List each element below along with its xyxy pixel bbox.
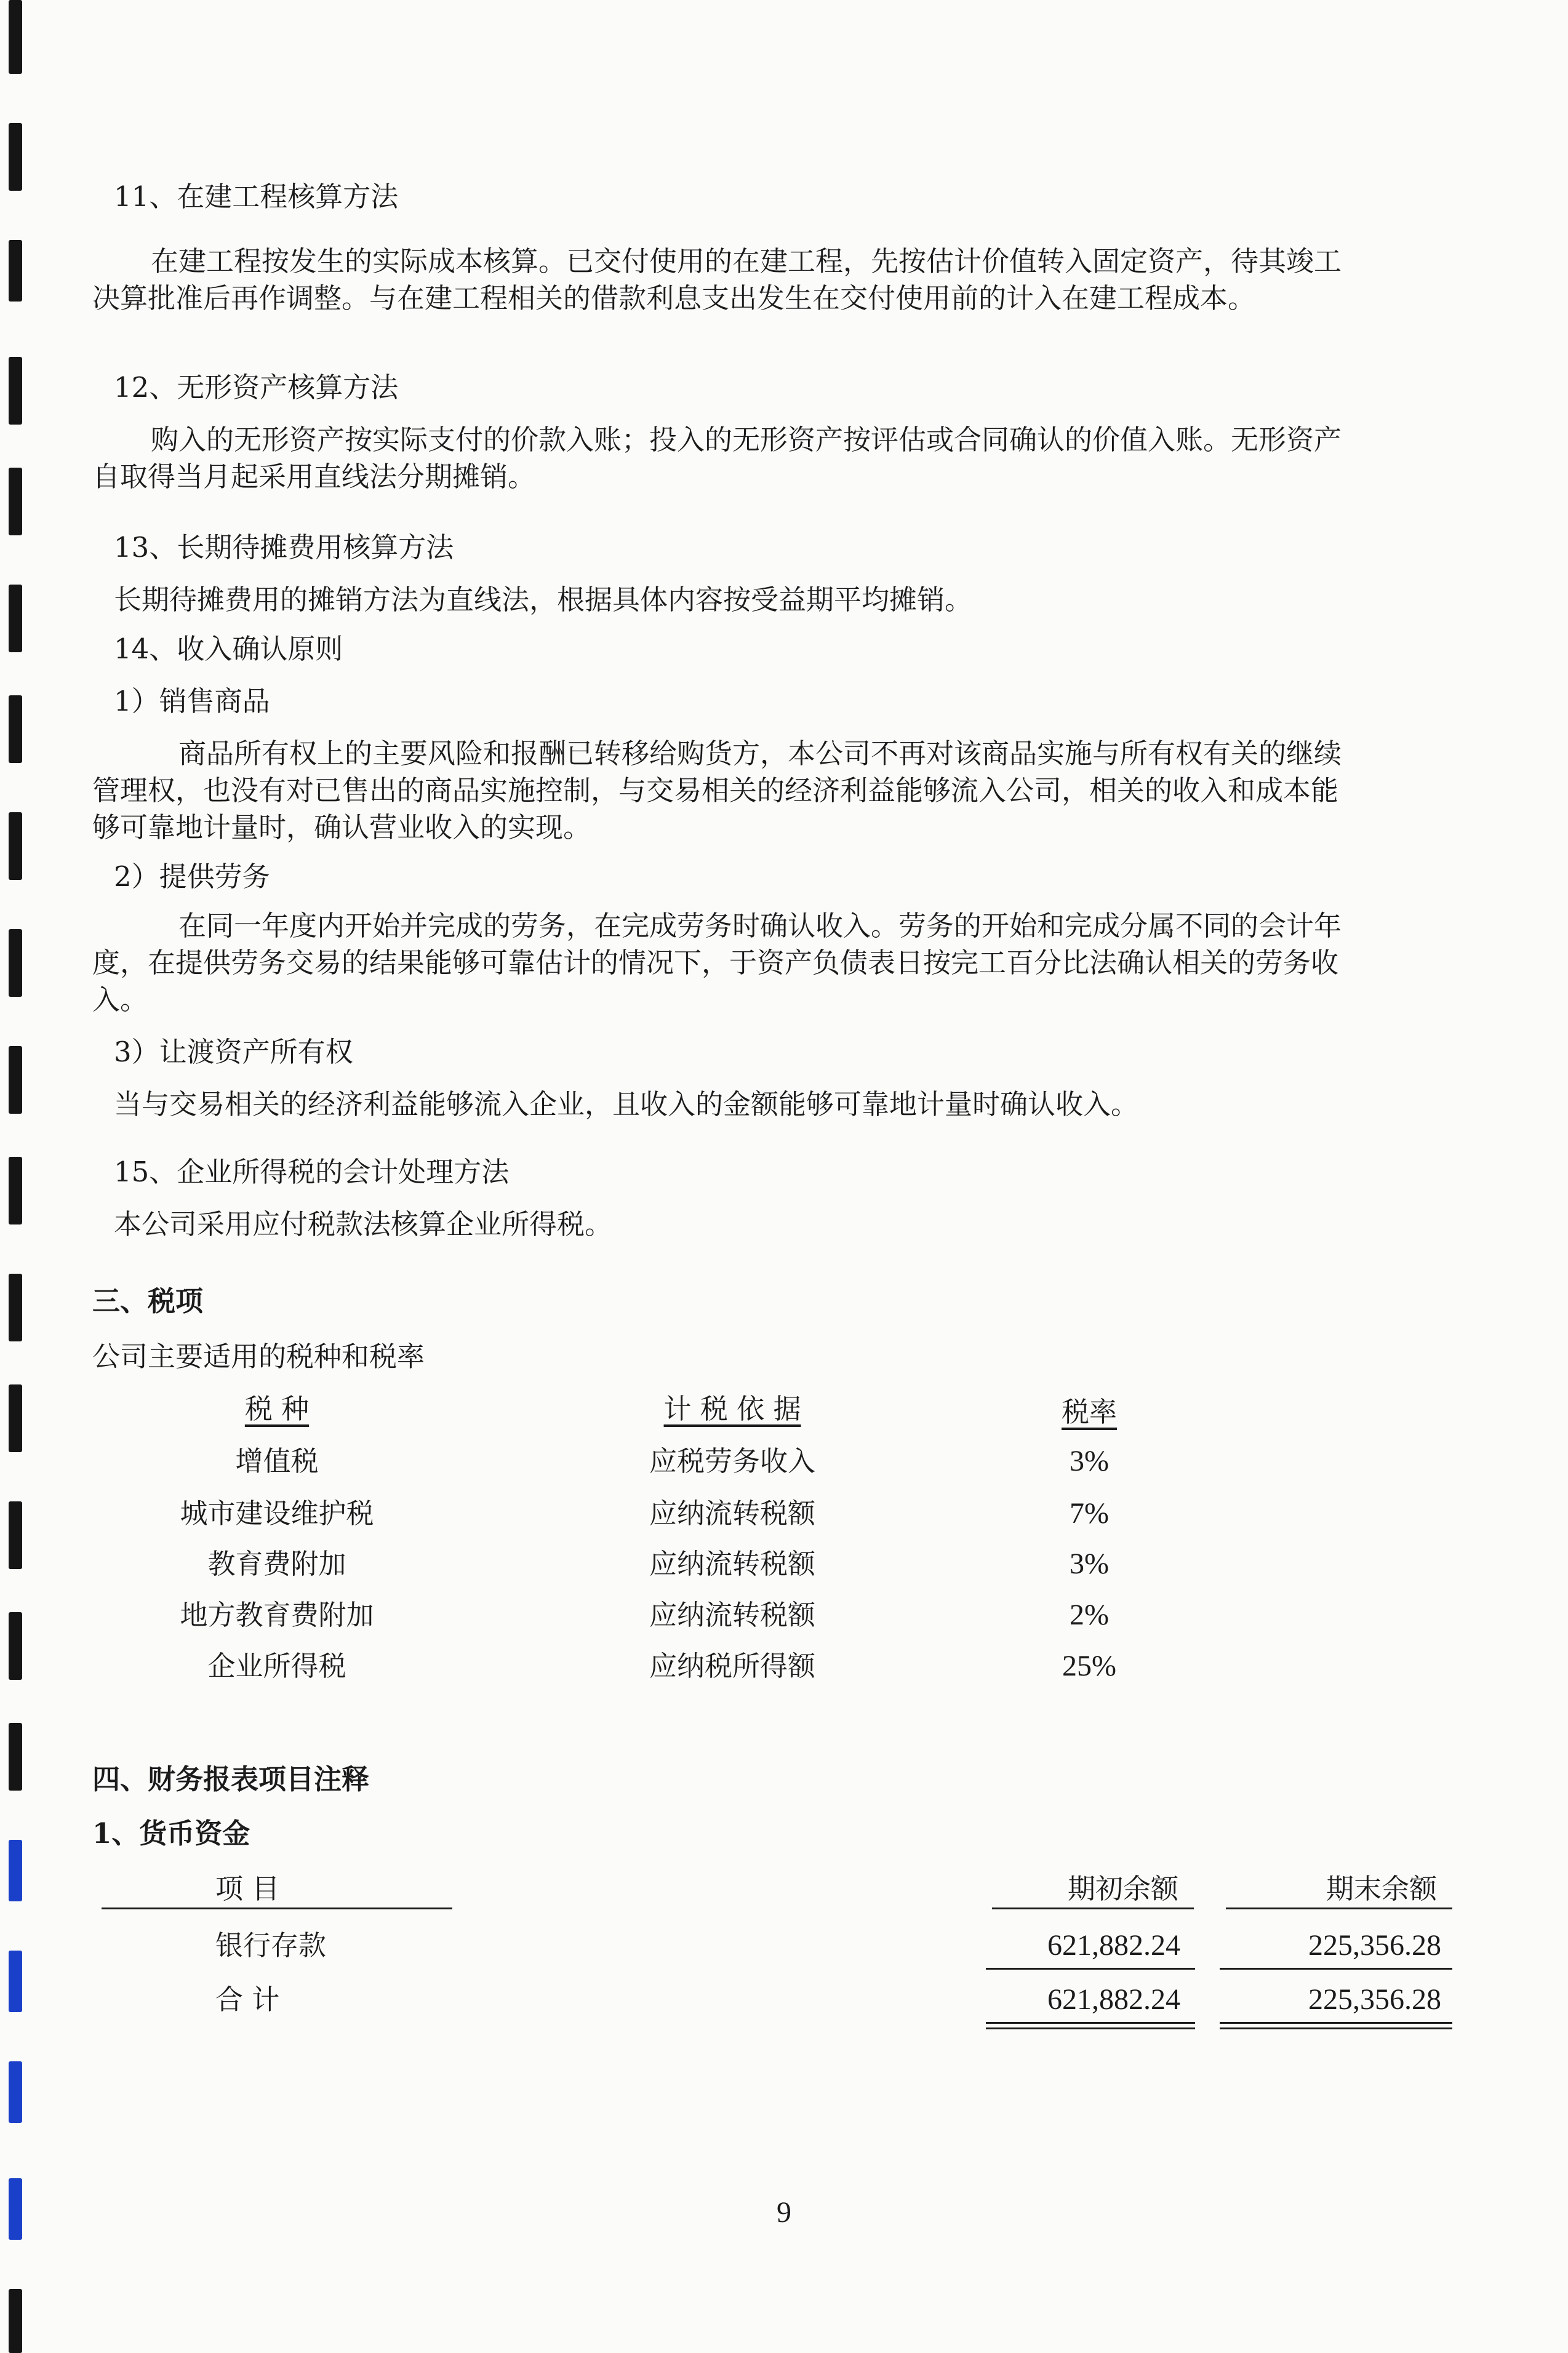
section-12-para-line1: 购入的无形资产按实际支付的价款入账；投入的无形资产按评估或合同确认的价值入账。无形资产 xyxy=(151,423,1342,456)
binding-hole xyxy=(9,1951,22,2012)
cash-row-rule xyxy=(1220,1968,1452,1970)
binding-hole xyxy=(9,1046,22,1114)
tax-row-type: 教育费附加 xyxy=(207,1548,346,1580)
binding-hole xyxy=(9,1723,22,1791)
section-14-1-line3: 够可靠地计量时，确认营业收入的实现。 xyxy=(92,811,591,844)
section-14-3-title: 3）让渡资产所有权 xyxy=(114,1036,353,1068)
binding-hole xyxy=(9,929,22,997)
tax-intro: 公司主要适用的税种和税率 xyxy=(92,1340,425,1373)
notes-sub-cash: 1、货币资金 xyxy=(92,1817,250,1850)
section-15-para: 本公司采用应付税款法核算企业所得税。 xyxy=(114,1208,613,1240)
section-12-title: 12、无形资产核算方法 xyxy=(114,371,399,404)
binding-hole xyxy=(9,695,22,763)
binding-hole xyxy=(9,1157,22,1224)
section-14-2-title: 2）提供劳务 xyxy=(114,860,270,893)
binding-hole xyxy=(9,468,22,535)
tax-row-rate: 3% xyxy=(1070,1445,1109,1477)
section-14-1-title: 1）销售商品 xyxy=(114,685,270,717)
binding-hole xyxy=(9,2289,22,2353)
tax-row-rate: 25% xyxy=(1062,1650,1116,1682)
binding-hole xyxy=(9,240,22,302)
page-number: 9 xyxy=(777,2196,791,2229)
cash-row-close: 225,356.28 xyxy=(1308,1929,1441,1962)
section-11-title: 11、在建工程核算方法 xyxy=(114,180,399,213)
binding-hole xyxy=(9,1501,22,1569)
cash-total-close: 225,356.28 xyxy=(1308,1983,1441,2016)
section-15-title: 15、企业所得税的会计处理方法 xyxy=(114,1156,510,1188)
cash-open-header-rule xyxy=(992,1908,1194,1909)
tax-row-basis: 应纳流转税额 xyxy=(649,1548,815,1580)
tax-header-rate: 税率 xyxy=(1061,1396,1117,1428)
section-13-para: 长期待摊费用的摊销方法为直线法，根据具体内容按受益期平均摊销。 xyxy=(114,583,973,616)
notes-heading: 四、财务报表项目注释 xyxy=(92,1763,370,1796)
cash-row-label: 银行存款 xyxy=(215,1929,327,1962)
tax-row-rate: 2% xyxy=(1070,1599,1109,1631)
cash-col-close: 期末余额 xyxy=(1326,1872,1438,1905)
binding-hole xyxy=(9,1840,22,1901)
cash-row-open: 621,882.24 xyxy=(1047,1929,1180,1962)
section-11-para-line2: 决算批准后再作调整。与在建工程相关的借款利息支出发生在交付使用前的计入在建工程成本。 xyxy=(92,282,1256,314)
tax-row-type: 增值税 xyxy=(235,1445,319,1477)
section-14-2-line3: 入。 xyxy=(92,983,148,1016)
section-14-1-line1: 商品所有权上的主要风险和报酬已转移给购货方，本公司不再对该商品实施与所有权有关的继续 xyxy=(178,737,1342,770)
binding-hole xyxy=(9,1274,22,1341)
section-14-title: 14、收入确认原则 xyxy=(114,633,343,665)
cash-total-open: 621,882.24 xyxy=(1047,1983,1180,2016)
tax-row-type: 城市建设维护税 xyxy=(180,1497,374,1530)
binding-hole xyxy=(9,2061,22,2123)
binding-hole xyxy=(9,812,22,880)
tax-row-basis: 应税劳务收入 xyxy=(649,1445,815,1477)
tax-row-rate: 3% xyxy=(1070,1548,1109,1580)
tax-header-basis: 计 税 依 据 xyxy=(663,1392,801,1425)
section-14-2-line1: 在同一年度内开始并完成的劳务，在完成劳务时确认收入。劳务的开始和完成分属不同的会计年 xyxy=(178,909,1342,942)
cash-header-rule xyxy=(102,1908,452,1909)
section-13-title: 13、长期待摊费用核算方法 xyxy=(114,531,454,564)
cash-total-double-rule xyxy=(986,2022,1195,2029)
tax-row-rate: 7% xyxy=(1070,1497,1109,1530)
tax-row-basis: 应纳税所得额 xyxy=(649,1650,815,1682)
binding-hole xyxy=(9,357,22,425)
binding-hole xyxy=(9,1384,22,1452)
cash-close-header-rule xyxy=(1226,1908,1452,1909)
binding-strip xyxy=(0,0,37,2353)
cash-col-item: 项 目 xyxy=(215,1872,280,1905)
tax-row-basis: 应纳流转税额 xyxy=(649,1599,815,1631)
tax-row-basis: 应纳流转税额 xyxy=(649,1497,815,1530)
binding-hole xyxy=(9,1612,22,1680)
cash-col-open: 期初余额 xyxy=(1068,1872,1179,1905)
cash-total-double-rule xyxy=(1220,2022,1452,2029)
binding-hole xyxy=(9,123,22,191)
binding-hole xyxy=(9,0,22,74)
section-14-3-para: 当与交易相关的经济利益能够流入企业，且收入的金额能够可靠地计量时确认收入。 xyxy=(114,1088,1139,1121)
tax-row-type: 地方教育费附加 xyxy=(180,1599,374,1631)
section-12-para-line2: 自取得当月起采用直线法分期摊销。 xyxy=(92,460,536,493)
tax-row-type: 企业所得税 xyxy=(207,1650,346,1682)
section-14-1-line2: 管理权，也没有对已售出的商品实施控制，与交易相关的经济利益能够流入公司，相关的收入和成本能 xyxy=(92,774,1339,807)
cash-total-label: 合 计 xyxy=(215,1983,280,2016)
binding-hole xyxy=(9,585,22,652)
tax-heading: 三、税项 xyxy=(92,1285,204,1317)
tax-header-type: 税 种 xyxy=(244,1392,310,1425)
section-14-2-line2: 度，在提供劳务交易的结果能够可靠估计的情况下，于资产负债表日按完工百分比法确认相关的劳务收 xyxy=(92,946,1339,979)
section-11-para-line1: 在建工程按发生的实际成本核算。已交付使用的在建工程，先按估计价值转入固定资产，待其竣工 xyxy=(151,245,1342,278)
cash-row-rule xyxy=(986,1968,1195,1970)
